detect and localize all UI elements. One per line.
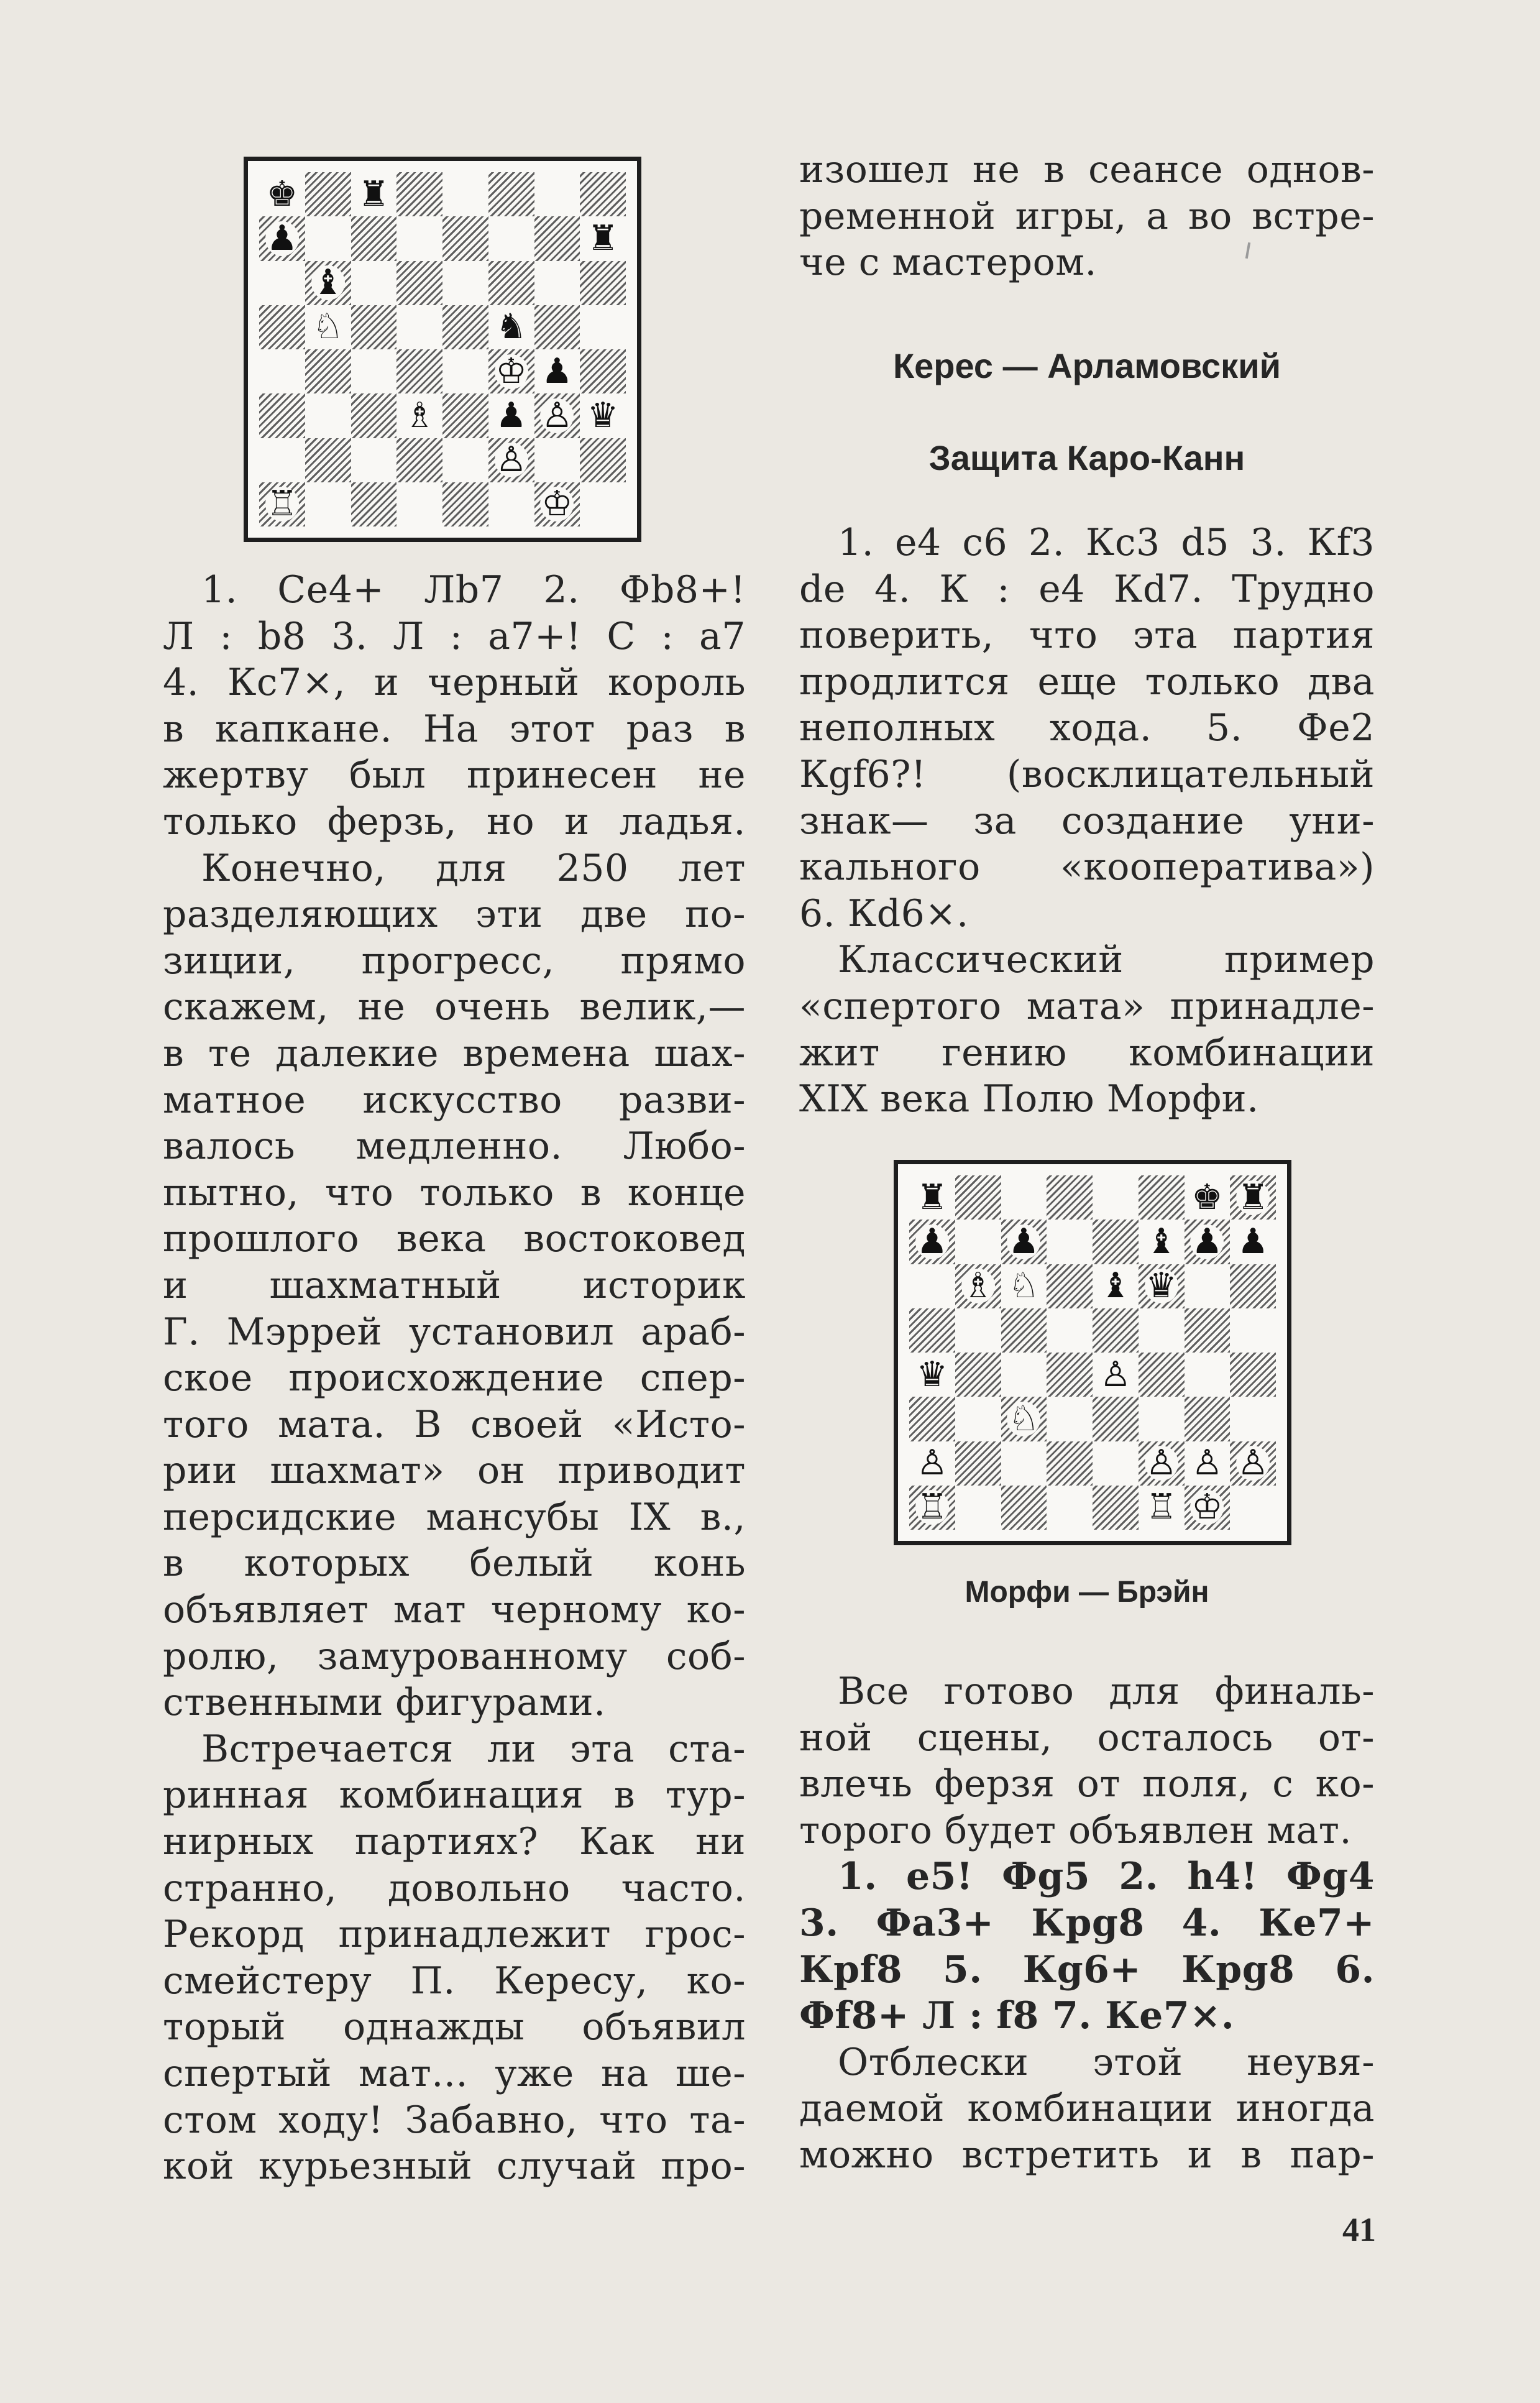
chess-piece-icon: ♛ bbox=[1145, 1266, 1177, 1307]
board-square bbox=[955, 1397, 1001, 1441]
paragraph-continuation bbox=[799, 147, 1375, 286]
board-square bbox=[534, 261, 580, 305]
text-line: Кgf6?! (восклицательный bbox=[799, 752, 1375, 796]
board-square bbox=[1047, 1220, 1093, 1264]
chess-piece-icon: ♘ bbox=[1008, 1266, 1040, 1307]
board-square bbox=[1230, 1175, 1276, 1220]
text-line: Все готово для финаль- bbox=[838, 1670, 1375, 1713]
chess-piece-icon: ♜ bbox=[587, 218, 619, 259]
board-grid bbox=[909, 1175, 1276, 1530]
text-line: 6. Кd6×. bbox=[799, 891, 969, 935]
board-square bbox=[488, 305, 534, 349]
board-square bbox=[1001, 1264, 1047, 1308]
board-square bbox=[488, 393, 534, 438]
page-number: 41 bbox=[1342, 2211, 1376, 2248]
chess-piece-icon: ♘ bbox=[1008, 1398, 1040, 1439]
board-square bbox=[488, 482, 534, 526]
chess-piece-icon: ♜ bbox=[358, 173, 390, 214]
chess-piece-icon: ♚ bbox=[266, 173, 298, 214]
board-square bbox=[534, 216, 580, 260]
board-square bbox=[1001, 1308, 1047, 1353]
chess-piece-icon: ♝ bbox=[1145, 1221, 1177, 1262]
chess-piece-icon: ♙ bbox=[541, 395, 573, 436]
text-line: торого будет объявлен мат. bbox=[799, 1808, 1352, 1852]
board-square bbox=[955, 1264, 1001, 1308]
chess-piece-icon: ♟ bbox=[1191, 1221, 1223, 1262]
text-line: прошлого века востоковед bbox=[163, 1217, 746, 1261]
board-square bbox=[1093, 1175, 1139, 1220]
text-line: Конечно, для 250 лет bbox=[201, 846, 746, 890]
board-square bbox=[534, 393, 580, 438]
board-square bbox=[1047, 1486, 1093, 1530]
board-square bbox=[1139, 1220, 1185, 1264]
board-square bbox=[396, 216, 442, 260]
text-line: ременной игры, а во встре- bbox=[799, 194, 1375, 238]
chess-diagram-kerres-position bbox=[244, 157, 641, 542]
board-square bbox=[909, 1175, 955, 1220]
board-square bbox=[351, 393, 397, 438]
board-square bbox=[1185, 1308, 1231, 1353]
board-square bbox=[1185, 1486, 1231, 1530]
diagram-caption: Морфи — Брэйн bbox=[965, 1576, 1209, 1609]
paragraph-tournament bbox=[163, 1726, 746, 2190]
board-square bbox=[580, 305, 626, 349]
text-line: Л : b8 3. Л : a7+! С : a7 bbox=[163, 614, 746, 658]
board-square bbox=[1047, 1441, 1093, 1486]
board-square bbox=[1047, 1353, 1093, 1397]
board-square bbox=[580, 261, 626, 305]
text-line: de 4. К : e4 Кd7. Трудно bbox=[799, 567, 1375, 611]
text-line: че с мастером. bbox=[799, 241, 1097, 285]
text-line: спертый мат... уже на ше- bbox=[163, 2052, 746, 2095]
paragraph-game-moves bbox=[799, 520, 1375, 937]
board-square bbox=[442, 216, 488, 260]
text-line: и шахматный историк bbox=[163, 1263, 746, 1307]
text-line: кой курьезный случай про- bbox=[163, 2144, 746, 2189]
board-square bbox=[1230, 1308, 1276, 1353]
chess-piece-icon: ♙ bbox=[495, 439, 527, 480]
board-square bbox=[351, 438, 397, 482]
text-line: поверить, что эта партия bbox=[799, 613, 1375, 658]
board-square bbox=[1001, 1353, 1047, 1397]
chess-piece-icon: ♞ bbox=[495, 306, 527, 347]
board-grid bbox=[259, 172, 626, 526]
board-square bbox=[396, 482, 442, 526]
board-square bbox=[1001, 1486, 1047, 1530]
board-square bbox=[442, 261, 488, 305]
text-line: кального «кооператива») bbox=[799, 845, 1375, 889]
text-line: в которых белый конь bbox=[163, 1542, 746, 1586]
opening-title: Защита Каро-Канн bbox=[928, 438, 1245, 477]
text-line: объявляет мат черному ко- bbox=[163, 1588, 746, 1632]
chess-piece-icon: ♙ bbox=[1145, 1443, 1177, 1484]
right-middle-block bbox=[799, 520, 1375, 1123]
chess-piece-icon: ♙ bbox=[916, 1443, 948, 1484]
board-square bbox=[1139, 1353, 1185, 1397]
text-line: ной сцены, осталось от- bbox=[799, 1716, 1375, 1760]
chess-piece-icon: ♖ bbox=[266, 484, 298, 525]
text-line: смейстеру П. Кересу, ко- bbox=[163, 1959, 746, 2003]
text-line: Рекорд принадлежит грос- bbox=[163, 1913, 746, 1957]
board-square bbox=[259, 172, 305, 216]
board-square bbox=[1139, 1397, 1185, 1441]
board-square bbox=[909, 1397, 955, 1441]
board-square bbox=[909, 1353, 955, 1397]
text-line: XIX века Полю Морфи. bbox=[799, 1077, 1259, 1121]
board-square bbox=[396, 393, 442, 438]
board-square bbox=[305, 393, 351, 438]
chess-piece-icon: ♛ bbox=[916, 1354, 948, 1395]
board-square bbox=[955, 1353, 1001, 1397]
board-square bbox=[1139, 1308, 1185, 1353]
text-line: валось медленно. Любо- bbox=[163, 1124, 746, 1169]
board-square bbox=[1093, 1397, 1139, 1441]
left-text-block bbox=[163, 567, 746, 2190]
board-square bbox=[351, 482, 397, 526]
chess-piece-icon: ♙ bbox=[1237, 1443, 1269, 1484]
board-square bbox=[488, 172, 534, 216]
board-square bbox=[1001, 1397, 1047, 1441]
board-square bbox=[351, 305, 397, 349]
chess-piece-icon: ♟ bbox=[1237, 1221, 1269, 1262]
chess-piece-icon: ♟ bbox=[266, 218, 298, 259]
board-square bbox=[305, 438, 351, 482]
chess-piece-icon: ♘ bbox=[312, 306, 344, 347]
board-square bbox=[1139, 1486, 1185, 1530]
text-line: Фf8+ Л : f8 7. Ке7×. bbox=[799, 1994, 1235, 2038]
paragraph-closing bbox=[799, 2039, 1375, 2179]
paragraph-final-scene bbox=[799, 1668, 1375, 1854]
text-line: 1. е4 с6 2. Кс3 d5 3. Кf3 bbox=[838, 521, 1375, 564]
chess-piece-icon: ♙ bbox=[1191, 1443, 1223, 1484]
board-square bbox=[580, 216, 626, 260]
board-square bbox=[351, 172, 397, 216]
text-line: продлится еще только два bbox=[799, 659, 1375, 704]
board-square bbox=[534, 305, 580, 349]
board-square bbox=[909, 1441, 955, 1486]
board-square bbox=[259, 261, 305, 305]
board-square bbox=[580, 349, 626, 393]
board-square bbox=[1185, 1175, 1231, 1220]
board-square bbox=[1230, 1441, 1276, 1486]
chess-piece-icon: ♔ bbox=[495, 351, 527, 392]
board-square bbox=[442, 172, 488, 216]
board-square bbox=[580, 438, 626, 482]
text-line: 1. Се4+ Лb7 2. Фb8+! bbox=[201, 568, 746, 612]
text-line: жертву был принесен не bbox=[163, 753, 746, 797]
text-line: того мата. В своей «Исто- bbox=[163, 1402, 746, 1446]
chess-piece-icon: ♖ bbox=[1145, 1487, 1177, 1528]
text-line: персидские мансубы IX в., bbox=[163, 1495, 746, 1539]
board-square bbox=[488, 438, 534, 482]
board-square bbox=[305, 349, 351, 393]
text-line: изошел не в сеансе однов- bbox=[799, 148, 1375, 191]
text-line: разделяющих эти две по- bbox=[163, 893, 746, 937]
board-square bbox=[1139, 1264, 1185, 1308]
board-square bbox=[396, 349, 442, 393]
board-square bbox=[1230, 1220, 1276, 1264]
chess-piece-icon: ♙ bbox=[1099, 1354, 1131, 1395]
board-square bbox=[488, 216, 534, 260]
board-square bbox=[1001, 1175, 1047, 1220]
text-line: ственными фигурами. bbox=[163, 1681, 606, 1725]
text-line: матное искусство разви- bbox=[163, 1078, 746, 1122]
chess-piece-icon: ♜ bbox=[916, 1177, 948, 1218]
board-square bbox=[1185, 1353, 1231, 1397]
board-square bbox=[351, 216, 397, 260]
board-square bbox=[396, 261, 442, 305]
board-square bbox=[259, 349, 305, 393]
board-square bbox=[1185, 1441, 1231, 1486]
board-square bbox=[351, 349, 397, 393]
text-line: стом ходу! Забавно, что та- bbox=[163, 2098, 746, 2142]
board-square bbox=[1093, 1220, 1139, 1264]
board-square bbox=[442, 438, 488, 482]
right-bottom-block bbox=[799, 1668, 1375, 2179]
paragraph-classic-example bbox=[799, 937, 1375, 1122]
board-square bbox=[442, 393, 488, 438]
chess-piece-icon: ♔ bbox=[541, 484, 573, 525]
board-square bbox=[909, 1264, 955, 1308]
board-square bbox=[1001, 1220, 1047, 1264]
text-line: знак— за создание уни- bbox=[799, 799, 1375, 843]
text-line: 4. Кс7×, и черный король bbox=[163, 661, 746, 705]
chess-piece-icon: ♟ bbox=[495, 395, 527, 436]
board-square bbox=[909, 1486, 955, 1530]
board-square bbox=[351, 261, 397, 305]
text-line: неполных хода. 5. Фе2 bbox=[799, 706, 1375, 750]
board-square bbox=[1047, 1308, 1093, 1353]
board-square bbox=[305, 172, 351, 216]
board-square bbox=[955, 1175, 1001, 1220]
board-square bbox=[1047, 1264, 1093, 1308]
text-line: нирных партиях? Как ни bbox=[163, 1820, 746, 1864]
text-line: пытно, что только в конце bbox=[163, 1170, 746, 1215]
board-square bbox=[909, 1220, 955, 1264]
chess-piece-icon: ♗ bbox=[404, 395, 436, 436]
text-line: можно встретить и в пар- bbox=[799, 2133, 1375, 2177]
text-line: Классический пример bbox=[838, 938, 1375, 982]
text-line: в те далекие времена шах- bbox=[163, 1031, 746, 1075]
text-line: «спертого мата» принадле- bbox=[799, 984, 1375, 1028]
board-square bbox=[1185, 1397, 1231, 1441]
board-square bbox=[1047, 1175, 1093, 1220]
text-line: Крf8 5. Кg6+ Крg8 6. bbox=[799, 1947, 1375, 1992]
board-square bbox=[396, 305, 442, 349]
chess-piece-icon: ♝ bbox=[1099, 1266, 1131, 1307]
board-square bbox=[442, 349, 488, 393]
text-line: только ферзь, но и ладья. bbox=[163, 799, 746, 843]
board-square bbox=[1230, 1486, 1276, 1530]
text-line: скажем, не очень велик,— bbox=[163, 985, 746, 1029]
chess-piece-icon: ♟ bbox=[916, 1221, 948, 1262]
text-line: даемой комбинации иногда bbox=[799, 2087, 1375, 2131]
board-square bbox=[396, 438, 442, 482]
chess-piece-icon: ♜ bbox=[1237, 1177, 1269, 1218]
board-square bbox=[488, 349, 534, 393]
board-square bbox=[1093, 1441, 1139, 1486]
text-line: в капкане. На этот раз в bbox=[163, 707, 746, 751]
text-line: ринная комбинация в тур- bbox=[163, 1773, 746, 1817]
text-line: жит гению комбинации bbox=[799, 1031, 1375, 1075]
board-square bbox=[305, 482, 351, 526]
board-square bbox=[534, 172, 580, 216]
board-square bbox=[955, 1441, 1001, 1486]
text-line: 3. Фа3+ Крg8 4. Ке7+ bbox=[799, 1901, 1375, 1945]
board-square bbox=[259, 305, 305, 349]
text-line: 1. е5! Фg5 2. h4! Фg4 bbox=[838, 1855, 1375, 1899]
text-line: странно, довольно часто. bbox=[163, 1866, 746, 1910]
text-line: ролю, замурованному соб- bbox=[163, 1634, 746, 1678]
text-line: Встречается ли эта ста- bbox=[201, 1727, 746, 1771]
board-square bbox=[259, 216, 305, 260]
board-square bbox=[259, 393, 305, 438]
board-square bbox=[1139, 1441, 1185, 1486]
board-square bbox=[1093, 1486, 1139, 1530]
board-square bbox=[955, 1220, 1001, 1264]
board-square bbox=[534, 349, 580, 393]
board-square bbox=[580, 393, 626, 438]
board-square bbox=[1093, 1264, 1139, 1308]
chess-piece-icon: ♟ bbox=[541, 351, 573, 392]
text-line: торый однажды объявил bbox=[163, 2005, 746, 2049]
board-square bbox=[442, 482, 488, 526]
board-square bbox=[955, 1486, 1001, 1530]
paragraph-moves-1 bbox=[163, 567, 746, 845]
board-square bbox=[305, 216, 351, 260]
paragraph-morphy-moves bbox=[799, 1854, 1375, 2039]
board-square bbox=[1001, 1441, 1047, 1486]
game-title: Керес — Арламовский bbox=[892, 346, 1281, 385]
chess-piece-icon: ♔ bbox=[1191, 1487, 1223, 1528]
board-square bbox=[534, 438, 580, 482]
board-square bbox=[305, 305, 351, 349]
board-square bbox=[955, 1308, 1001, 1353]
board-square bbox=[1093, 1353, 1139, 1397]
text-line: Отблески этой неувя- bbox=[838, 2040, 1375, 2084]
board-square bbox=[1093, 1308, 1139, 1353]
chess-diagram-morphy-brain bbox=[894, 1160, 1291, 1545]
chess-piece-icon: ♚ bbox=[1191, 1177, 1223, 1218]
board-square bbox=[1185, 1264, 1231, 1308]
board-square bbox=[1230, 1353, 1276, 1397]
board-square bbox=[534, 482, 580, 526]
board-square bbox=[1230, 1264, 1276, 1308]
board-square bbox=[1139, 1175, 1185, 1220]
board-square bbox=[1185, 1220, 1231, 1264]
text-line: Г. Мэррей установил араб- bbox=[163, 1310, 746, 1354]
board-square bbox=[259, 482, 305, 526]
board-square bbox=[580, 172, 626, 216]
board-square bbox=[396, 172, 442, 216]
board-square bbox=[442, 305, 488, 349]
board-square bbox=[909, 1308, 955, 1353]
chess-piece-icon: ♝ bbox=[312, 262, 344, 303]
board-square bbox=[305, 261, 351, 305]
chess-piece-icon: ♟ bbox=[1008, 1221, 1040, 1262]
paragraph-history bbox=[163, 845, 746, 1726]
text-line: рии шахмат» он приводит bbox=[163, 1449, 746, 1493]
chess-piece-icon: ♖ bbox=[916, 1487, 948, 1528]
text-line: влечь ферзя от поля, с ко- bbox=[799, 1762, 1375, 1806]
board-square bbox=[1230, 1397, 1276, 1441]
text-line: ское происхождение спер- bbox=[163, 1356, 746, 1400]
board-square bbox=[488, 261, 534, 305]
board-square bbox=[1047, 1397, 1093, 1441]
board-square bbox=[259, 438, 305, 482]
chess-piece-icon: ♛ bbox=[587, 395, 619, 436]
text-line: зиции, прогресс, прямо bbox=[163, 939, 746, 983]
board-square bbox=[580, 482, 626, 526]
chess-piece-icon: ♗ bbox=[962, 1266, 994, 1307]
